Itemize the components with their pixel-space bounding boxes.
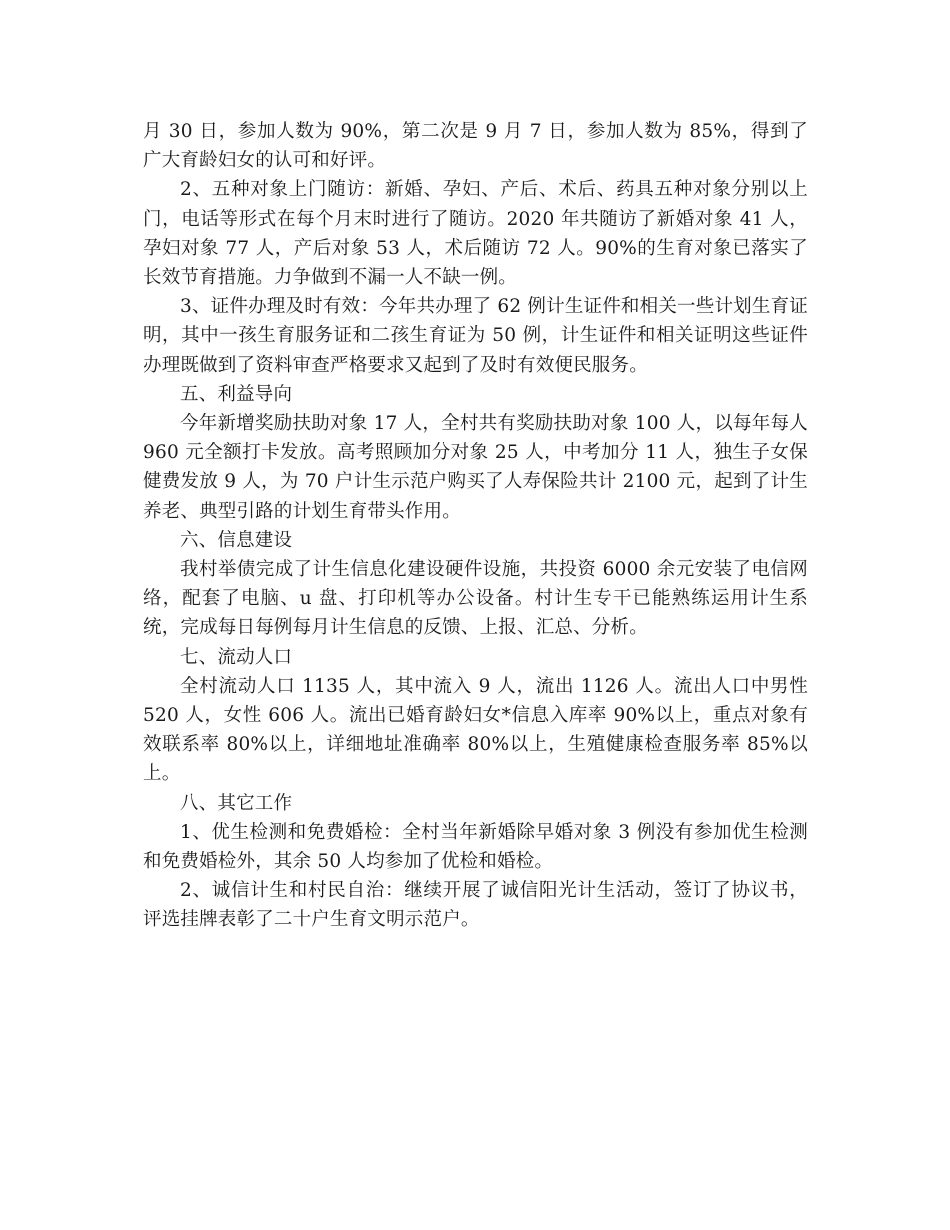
paragraph-floating-population: 全村流动人口 1135 人，其中流入 9 人，流出 1126 人。流出人口中男性 520 人，女性 606 人。流出已婚育龄妇女*信息入库率 90%以上，重点对象有效联系率 80%以上，详细地址准确率 80%以上，生殖健康检查服务率 85%以上。 [143, 675, 808, 785]
paragraph-information: 我村举债完成了计生信息化建设硬件设施，共投资 6000 余元安装了电信网络，配套了电脑、u 盘、打印机等办公设备。村计生专干已能熟练运用计生系统，完成每日每例每月计生信息的反馈、上报、汇总、分析。 [143, 559, 808, 639]
paragraph-health-checks: 1、优生检测和免费婚检：全村当年新婚除早婚对象 3 例没有参加优生检测和免费婚检外，其余 50 人均参加了优检和婚检。 [143, 821, 808, 873]
paragraph-benefits: 今年新增奖励扶助对象 17 人，全村共有奖励扶助对象 100 人，以每年每人 960 元全额打卡发放。高考照顾加分对象 25 人，中考加分 11 人，独生子女保健费发放 9 人，为 70 户计生示范户购买了人寿保险共计 2100 元，起到了计生养老、典型引路的计划生育带头作用。 [143, 413, 808, 522]
paragraph-home-visits: 2、五种对象上门随访：新婚、孕妇、产后、术后、药具五种对象分别以上门，电话等形式在每个月末时进行了随访。2020 年共随访了新婚对象 41 人，孕妇对象 77 人，产后对象 53 人，术后随访 72 人。90%的生育对象已落实了长效节育措施。力争做到不漏一人不缺一例。 [143, 179, 808, 289]
paragraph-continuation: 月 30 日，参加人数为 90%，第二次是 9 月 7 日，参加人数为 85%，得到了广大育龄妇女的认可和好评。 [143, 121, 808, 172]
section-heading-information: 六、信息建设 [180, 529, 293, 551]
section-heading-other-work: 八、其它工作 [180, 792, 293, 814]
section-heading-benefits: 五、利益导向 [180, 383, 293, 405]
document-body [143, 117, 808, 935]
paragraph-integrity: 2、诚信计生和村民自治：继续开展了诚信阳光计生活动，签订了协议书，评选挂牌表彰了二十户生育文明示范户。 [143, 880, 808, 931]
section-heading-floating-population: 七、流动人口 [180, 646, 293, 668]
paragraph-certificates: 3、证件办理及时有效：今年共办理了 62 例计生证件和相关一些计划生育证明，其中一孩生育服务证和二孩生育证为 50 例，计生证件和相关证明这些证件办理既做到了资料审查严格要求又起到了及时有效便民服务。 [143, 296, 808, 376]
